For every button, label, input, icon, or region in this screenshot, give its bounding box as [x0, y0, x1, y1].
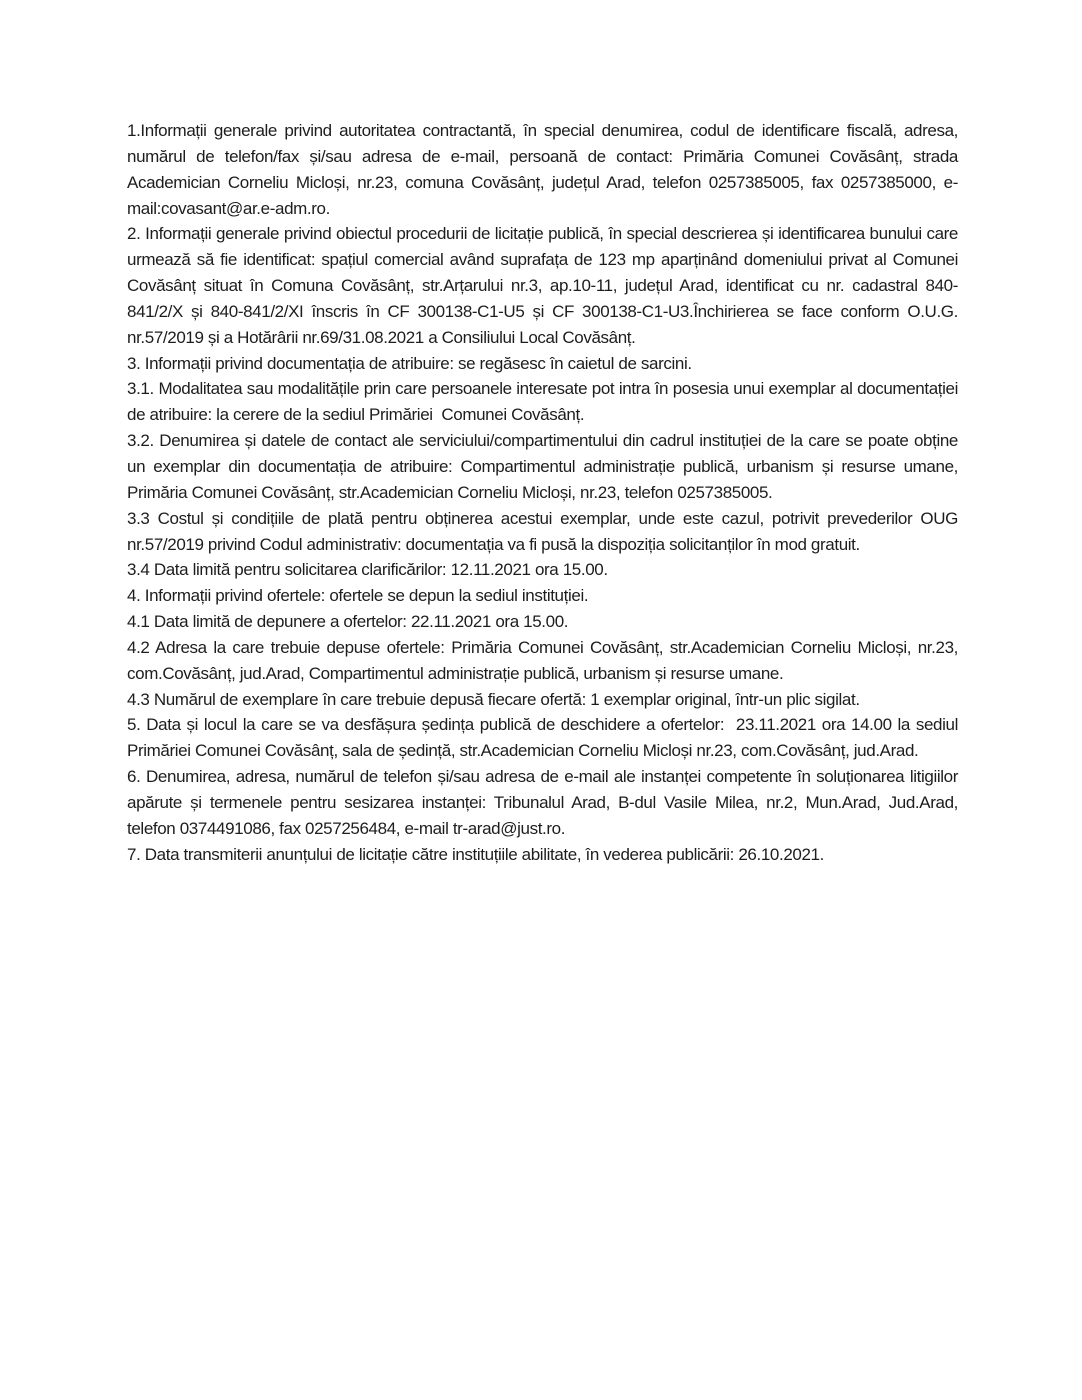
paragraph-4-offers-info: 4. Informații privind ofertele: ofertele se depun la sediul instituției.: [127, 586, 589, 606]
paragraph-4-1-submission-deadline: 4.1 Data limită de depunere a ofertelor: 22.11.2021 ora 15.00.: [127, 612, 569, 632]
announcement-body: [127, 118, 958, 867]
paragraph-6-court-info: 6. Denumirea, adresa, numărul de telefon și/sau adresa de e-mail ale instanței competente în soluționarea litigiilor apărute și termenele pentru sesizarea instanței: Tribunalul Arad, B-dul Vasile Milea, nr.2, Mun.Arad, Jud.Arad, telefon 0374491086, fax 0257256484, e-mail tr-arad@just.ro.: [127, 767, 958, 838]
paragraph-3-3-cost-conditions: 3.3 Costul și condițiile de plată pentru obținerea acestui exemplar, unde este cazul, potrivit prevederilor OUG nr.57/2019 privind Codul administrativ: documentația va fi pusă la dispoziția solicitanților în mod gratuit.: [127, 508, 958, 554]
paragraph-7-transmission-date: 7. Data transmiterii anunțului de licitație către instituțiile abilitate, în vederea publicării: 26.10.2021.: [127, 844, 824, 864]
paragraph-3-4-clarifications-deadline: 3.4 Data limită pentru solicitarea clarificărilor: 12.11.2021 ora 15.00.: [127, 560, 608, 580]
paragraph-3-attribution-docs: 3. Informații privind documentația de atribuire: se regăsesc în caietul de sarcini.: [127, 353, 692, 373]
paragraph-4-2-submission-address: 4.2 Adresa la care trebuie depuse ofertele: Primăria Comunei Covăsânț, str.Academician Corneliu Micloși, nr.23, com.Covăsânț, jud.Arad, Compartimentul administrație publică, urbanism și resurse umane.: [127, 637, 958, 683]
paragraph-4-3-copies-count: 4.3 Numărul de exemplare în care trebuie depusă fiecare ofertă: 1 exemplar original, într-un plic sigilat.: [127, 689, 860, 709]
paragraph-2-object-description: 2. Informații generale privind obiectul procedurii de licitație publică, în special descrierea și identificarea bunului care urmează să fie identificat: spațiul comercial având suprafața de 123 mp aparținând domeniului privat al Comunei Covăsânț situat în Comuna Covăsânț, str.Arțarului nr.3, ap.10-11, județul Arad, identificat cu nr. cadastral 840-841/2/X și 840-841/2/XI înscris în CF 300138-C1-U5 și CF 300138-C1-U3.Închirierea se face conform O.U.G. nr.57/2019 și a Hotărârii nr.69/31.08.2021 a Consiliului Local Covăsânț.: [127, 224, 958, 347]
paragraph-1-contracting-authority: 1.Informații generale privind autoritatea contractantă, în special denumirea, codul de identificare fiscală, adresa, numărul de telefon/fax și/sau adresa de e-mail, persoană de contact: Primăria Comunei Covăsânț, strada Academician Corneliu Micloși, nr.23, comuna Covăsânț, județul Arad, telefon 0257385005, fax 0257385000, e-mail:covasant@ar.e-adm.ro.: [127, 121, 958, 218]
paragraph-3-1-how-to-obtain: 3.1. Modalitatea sau modalitățile prin care persoanele interesate pot intra în posesia unui exemplar al documentației de atribuire: la cerere de la sediul Primăriei Comunei Covăsânț.: [127, 379, 958, 425]
paragraph-5-opening-session: 5. Data și locul la care se va desfășura ședința publică de deschidere a ofertelor: 23.11.2021 ora 14.00 la sediul Primăriei Comunei Covăsânț, sala de ședință, str.Academician Corneliu Micloși nr.23, com.Covăsânț, jud.Arad.: [127, 715, 958, 761]
paragraph-3-2-contact-department: 3.2. Denumirea și datele de contact ale serviciului/compartimentului din cadrul instituției de la care se poate obține un exemplar din documentația de atribuire: Compartimentul administrație publică, urbanism și resurse umane, Primăria Comunei Covăsânț, str.Academician Corneliu Micloși, nr.23, telefon 0257385005.: [127, 431, 958, 502]
